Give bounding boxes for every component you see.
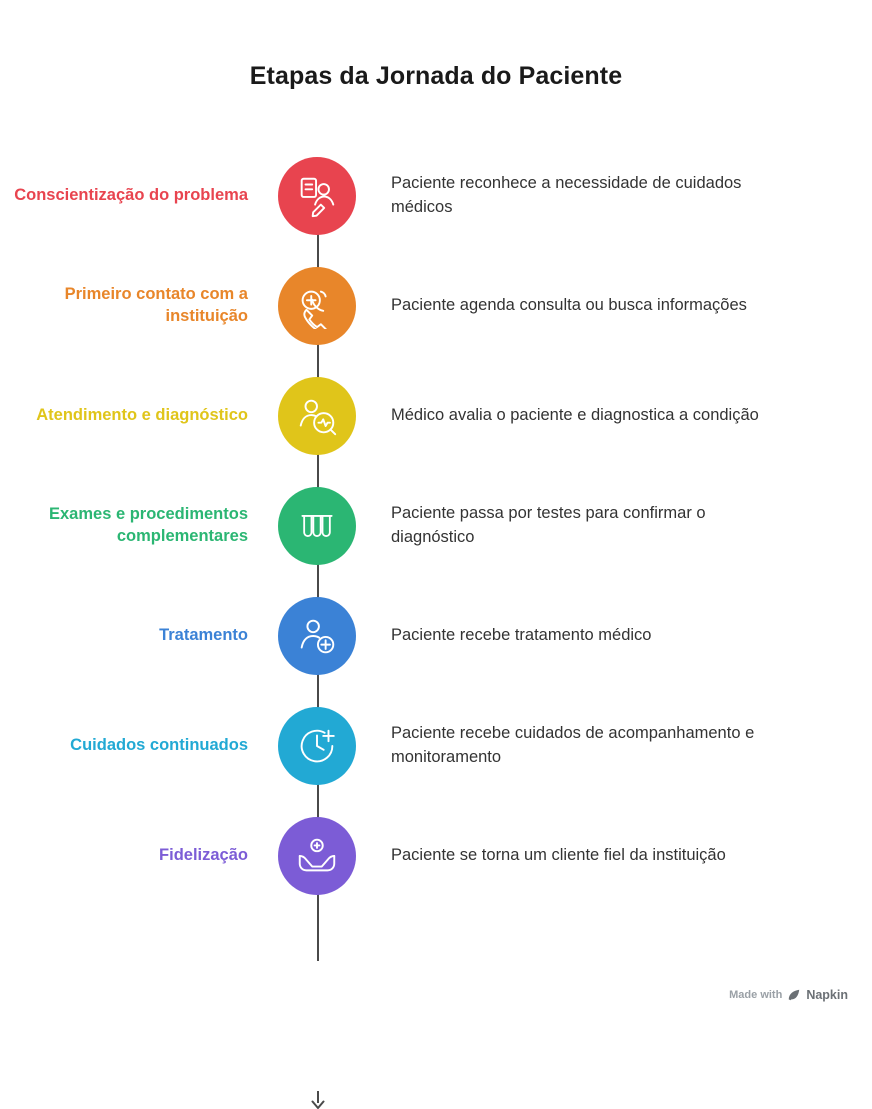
- patient-record-icon: [294, 173, 340, 219]
- footer-made-with-label: Made with: [729, 989, 783, 1001]
- journey-step: [0, 471, 872, 581]
- made-with-napkin-footer: [729, 988, 848, 1002]
- hands-care-icon: [294, 833, 340, 879]
- test-tubes-icon: [295, 504, 339, 548]
- step-description: Médico avalia o paciente e diagnostica a condição: [391, 406, 759, 425]
- napkin-leaf-icon: [787, 988, 801, 1002]
- step-label: Exames e procedimentos complementares: [49, 505, 248, 545]
- journey-step: [0, 691, 872, 801]
- step-icon-wrap: [262, 707, 372, 785]
- phone-medical-icon: [294, 283, 340, 329]
- step-icon-wrap: [262, 817, 372, 895]
- page-title: Etapas da Jornada do Paciente: [249, 62, 623, 90]
- step-description: Paciente agenda consulta ou busca informações: [391, 296, 747, 315]
- step-label: Cuidados continuados: [70, 736, 248, 755]
- footer-brand-name: Napkin: [806, 988, 848, 1002]
- journey-step: [0, 251, 872, 361]
- step-icon-wrap: [262, 487, 372, 565]
- step-description: Paciente reconhece a necessidade de cuidados médicos: [391, 174, 742, 216]
- patient-journey-diagram: [0, 141, 872, 911]
- step-circle: [278, 157, 356, 235]
- step-circle: [278, 707, 356, 785]
- patient-treatment-icon: [294, 613, 340, 659]
- step-circle: [278, 377, 356, 455]
- step-circle: [278, 597, 356, 675]
- journey-step: [0, 581, 872, 691]
- clock-plus-icon: [294, 723, 340, 769]
- step-icon-wrap: [262, 157, 372, 235]
- arrow-down-icon: [309, 1091, 327, 1109]
- journey-step: [0, 141, 872, 251]
- step-icon-wrap: [262, 377, 372, 455]
- step-description: Paciente passa por testes para confirmar o diagnóstico: [391, 504, 706, 546]
- step-circle: [278, 267, 356, 345]
- step-label: Conscientização do problema: [14, 186, 248, 205]
- step-label: Fidelização: [159, 846, 248, 865]
- doctor-diagnosis-icon: [294, 393, 340, 439]
- step-label: Atendimento e diagnóstico: [36, 406, 248, 425]
- step-description: Paciente se torna um cliente fiel da instituição: [391, 846, 726, 865]
- step-description: Paciente recebe cuidados de acompanhamento e monitoramento: [391, 724, 755, 766]
- step-label: Tratamento: [159, 626, 248, 645]
- journey-step: [0, 801, 872, 911]
- step-circle: [278, 817, 356, 895]
- step-description: Paciente recebe tratamento médico: [391, 626, 652, 645]
- step-icon-wrap: [262, 597, 372, 675]
- step-label: Primeiro contato com a instituição: [64, 285, 248, 325]
- journey-step: [0, 361, 872, 471]
- step-circle: [278, 487, 356, 565]
- step-icon-wrap: [262, 267, 372, 345]
